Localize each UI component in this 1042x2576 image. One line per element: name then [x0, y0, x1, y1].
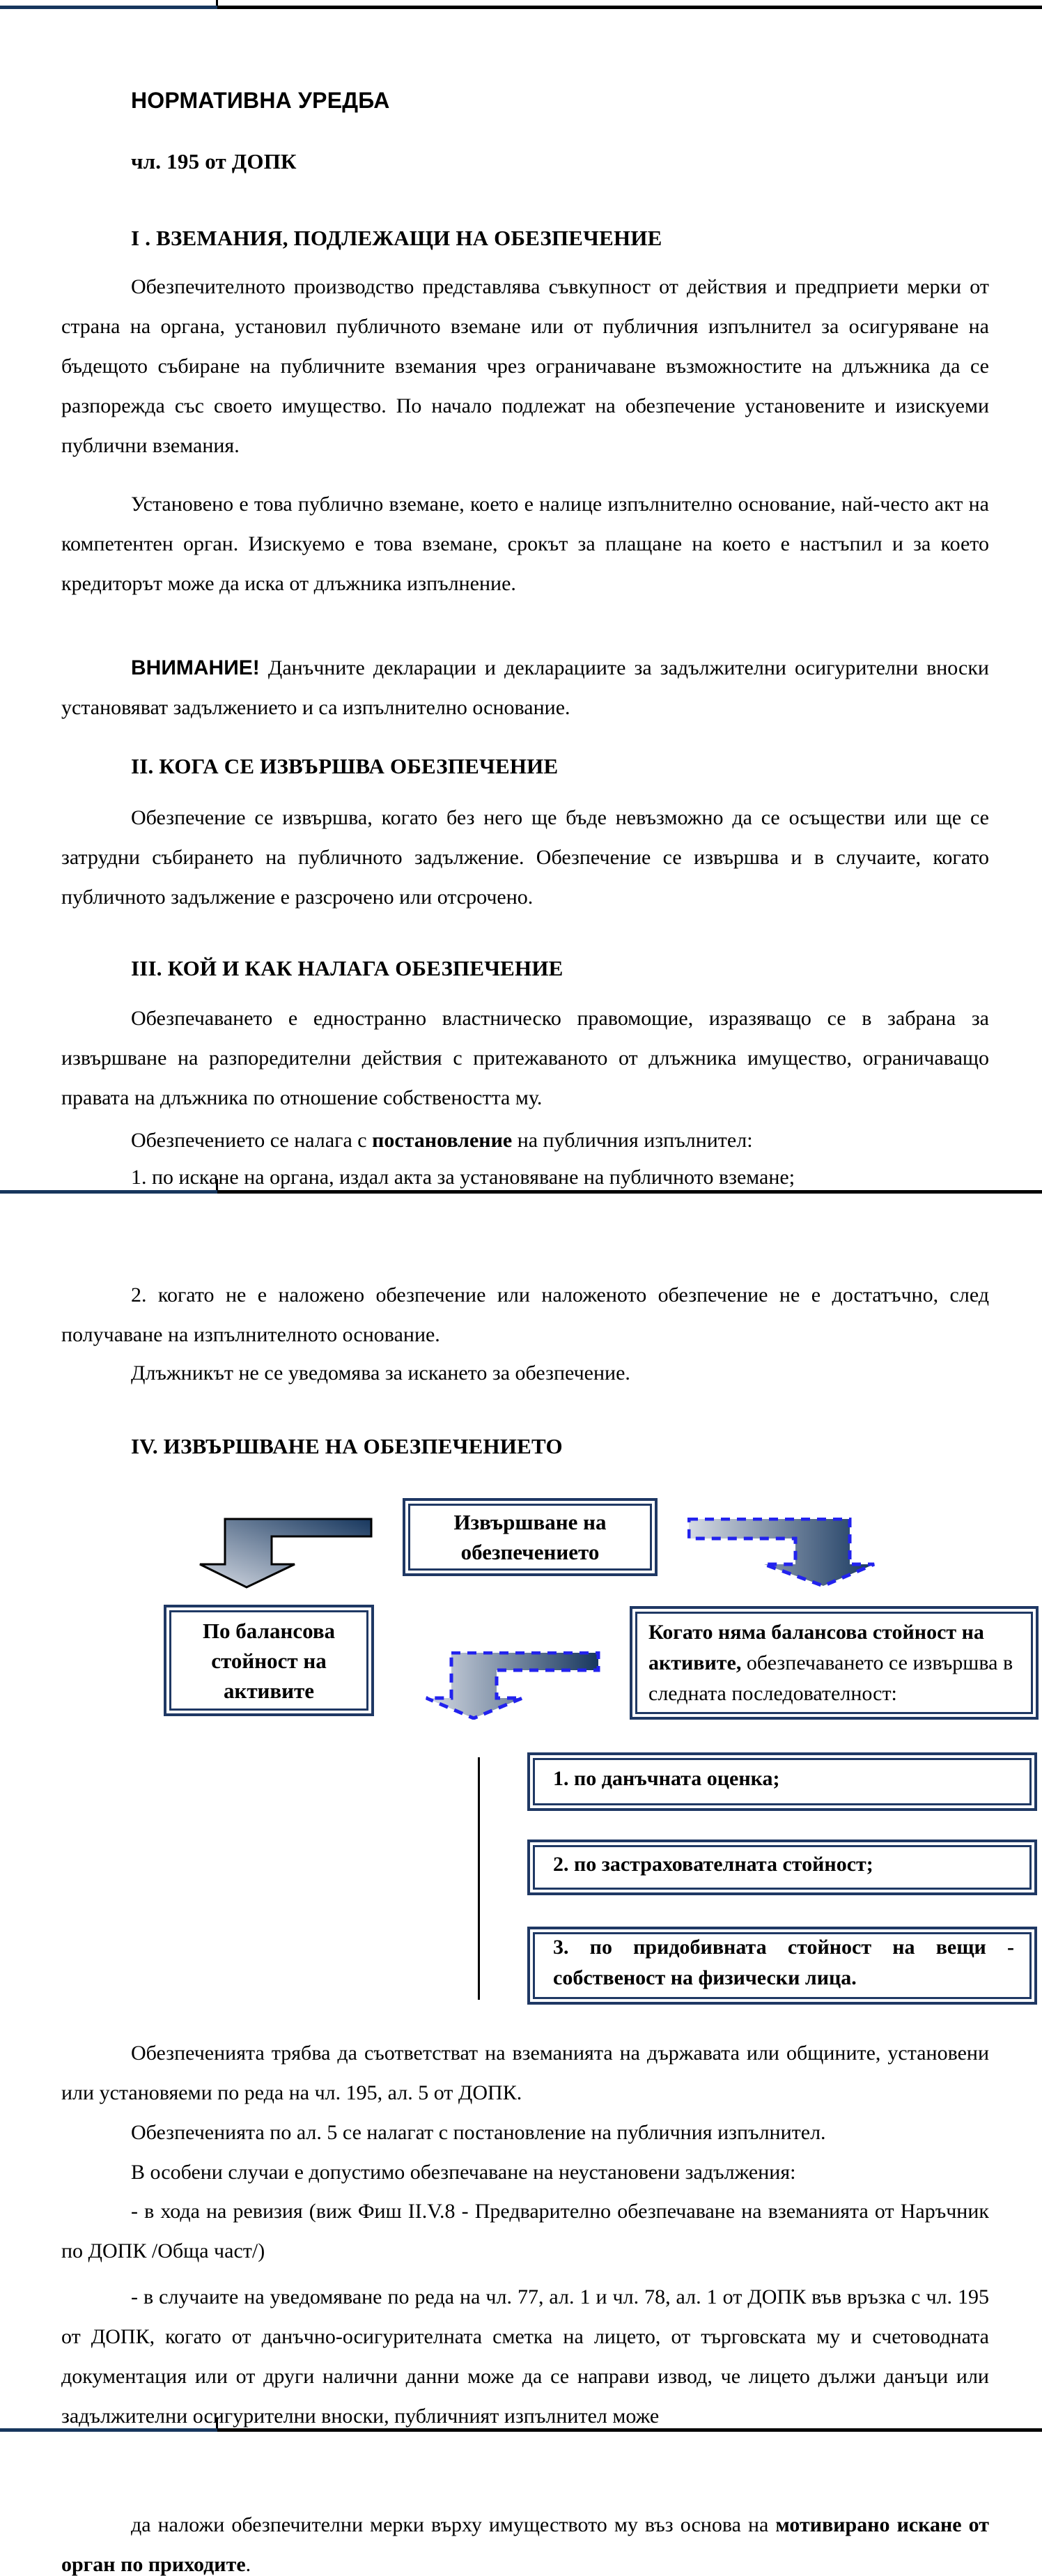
paragraph: Обезпечение се извършва, когато без него ще бъде невъзможно да се осъществи или ще се затрудни събирането на публичното задължение. Обезпечение се извършва и в случаите, когато публичното задължение е разсрочено или отсрочено.: [61, 806, 989, 909]
diagram-box-no-balance-value: [630, 1606, 1039, 1720]
bold-term: Когато няма балансова стойност на активите,: [648, 1620, 984, 1674]
doc-title: НОРМАТИВНА УРЕДБА: [131, 88, 390, 113]
diagram-box-item-3-label: 3. по придобивната стойност на вещи - собственост на физически лица.: [553, 1936, 1014, 1989]
diagram-box-item-1-label: 1. по данъчната оценка;: [553, 1767, 780, 1790]
diagram-box-balance-value-label: По балансова стойност на активите: [202, 1618, 336, 1703]
paragraph: [61, 2505, 989, 2576]
bold-term: мотивирано искане от орган по приходите: [61, 2513, 989, 2576]
warning-paragraph: [61, 648, 989, 727]
diagram-box-item-2-frame: [533, 1845, 1032, 1890]
diagram-box-top: [403, 1498, 658, 1576]
securing-procedure-diagram: [0, 1498, 1042, 2017]
paragraph-text: на публичния изпълнител:: [512, 1129, 753, 1152]
diagram-box-item-2: [527, 1840, 1037, 1895]
bold-term: постановление: [372, 1129, 513, 1152]
list-item: 1. по искане на органа, издал акта за установяване на публичното вземане;: [131, 1166, 795, 1189]
separator-black-segment: [217, 6, 1042, 9]
paragraph: Обезпечителното производство представлява съвкупност от действия и предприети мерки от страна на органа, установил публичното вземане или от публичния изпълнител за осигуряване на бъдещото събиране на публичните вземания чрез ограничаване възможностите на длъжника да се разпорежда със своето имущество. По начало подлежат на обезпечение установените и изискуеми публични вземания.: [61, 275, 989, 457]
heading-section-2: II. КОГА СЕ ИЗВЪРШВА ОБЕЗПЕЧЕНИЕ: [131, 754, 559, 778]
diagram-box-item-2-label: 2. по застрахователната стойност;: [553, 1853, 873, 1876]
doc-subtitle: чл. 195 от ДОПК: [131, 149, 297, 173]
paragraph: Установено е това публично вземане, което е налице изпълнително основание, най-често акт на компетентен орган. Изискуемо е това вземане, срокът за плащане на което е настъпил и за което кредиторът може да иска от длъжника изпълнение.: [61, 493, 989, 595]
paragraph-text: обезпечаването се извършва в следната последователност:: [648, 1651, 1013, 1705]
list-item: - в случаите на уведомяване по реда на чл. 77, ал. 1 и чл. 78, ал. 1 от ДОПК във връзка с чл. 195 от ДОПК, когато от данъчно-осигурителната сметка на лицето, от търговската му и счетоводната документация или от други налични данни може да се направи извод, че лицето дължи данъци или задължителни осигурителни вноски, публичният изпълнител може: [61, 2285, 989, 2428]
warning-text: Данъчните декларации и декларациите за задължителни осигурителни вноски установяват задължението и са изпълнително основание.: [61, 656, 989, 719]
heading-section-1: I . ВЗЕМАНИЯ, ПОДЛЕЖАЩИ НА ОБЕЗПЕЧЕНИЕ: [131, 226, 662, 250]
separator-tick: [216, 0, 218, 6]
warning-label: ВНИМАНИЕ!: [131, 656, 260, 679]
paragraph: Обезпеченията по ал. 5 се налагат с постановление на публичния изпълнител.: [131, 2121, 826, 2144]
heading-section-3: III. КОЙ И КАК НАЛАГА ОБЕЗПЕЧЕНИЕ: [131, 956, 563, 980]
diagram-box-item-3: [527, 1927, 1037, 2005]
heading-section-4: IV. ИЗВЪРШВАНЕ НА ОБЕЗПЕЧЕНИЕТО: [131, 1434, 563, 1458]
paragraph: Обезпечаването е едностранно властническо правомощие, изразяващо се в забрана за извършване на разпоредителни действия с притежаваното от длъжника имущество, ограничаващо правата на длъжника по отношение собствеността му.: [61, 1007, 989, 1109]
connector-line: [478, 1757, 480, 2000]
diagram-box-no-balance-value-frame: [635, 1612, 1033, 1714]
solid-elbow-arrow-down-left-icon: [199, 1518, 373, 1589]
diagram-box-balance-value: [164, 1605, 374, 1716]
dashed-elbow-arrow-down-icon: [425, 1651, 600, 1720]
list-item: - в хода на ревизия (виж Фиш II.V.8 - Предварително обезпечаване на вземанията от Наръчник по ДОПК /Обща част/): [61, 2200, 989, 2262]
diagram-box-top-label: Извършване на обезпечението: [453, 1510, 607, 1564]
paragraph: Обезпеченията трябва да съответстват на вземанията на държавата или общините, установени или установяеми по реда на чл. 195, ал. 5 от ДОПК.: [61, 2042, 989, 2104]
paragraph: Длъжникът не се уведомява за искането за обезпечение.: [131, 1362, 630, 1385]
list-item: 2. когато не е наложено обезпечение или наложеното обезпечение не е достатъчно, след получаване на изпълнителното основание.: [61, 1283, 989, 1346]
diagram-box-item-3-frame: [533, 1932, 1032, 1999]
paragraph: [61, 1120, 989, 1160]
paragraph-text: Обезпечението се налага с: [131, 1129, 373, 1152]
diagram-box-top-frame: [408, 1504, 652, 1571]
diagram-box-item-1: [527, 1752, 1037, 1811]
paragraph-text: да наложи обезпечителни мерки върху имуществото му въз основа на: [131, 2513, 776, 2536]
dashed-elbow-arrow-down-right-icon: [687, 1518, 876, 1587]
paragraph-text: .: [245, 2553, 251, 2576]
diagram-box-balance-value-frame: [169, 1610, 368, 1711]
diagram-box-item-1-frame: [533, 1758, 1032, 1805]
page-separator: [0, 6, 1042, 9]
paragraph: В особени случаи е допустимо обезпечаване на неустановени задължения:: [131, 2161, 796, 2184]
separator-blue-segment: [0, 6, 217, 9]
diagram-box-no-balance-value-label: [637, 1617, 1031, 1709]
